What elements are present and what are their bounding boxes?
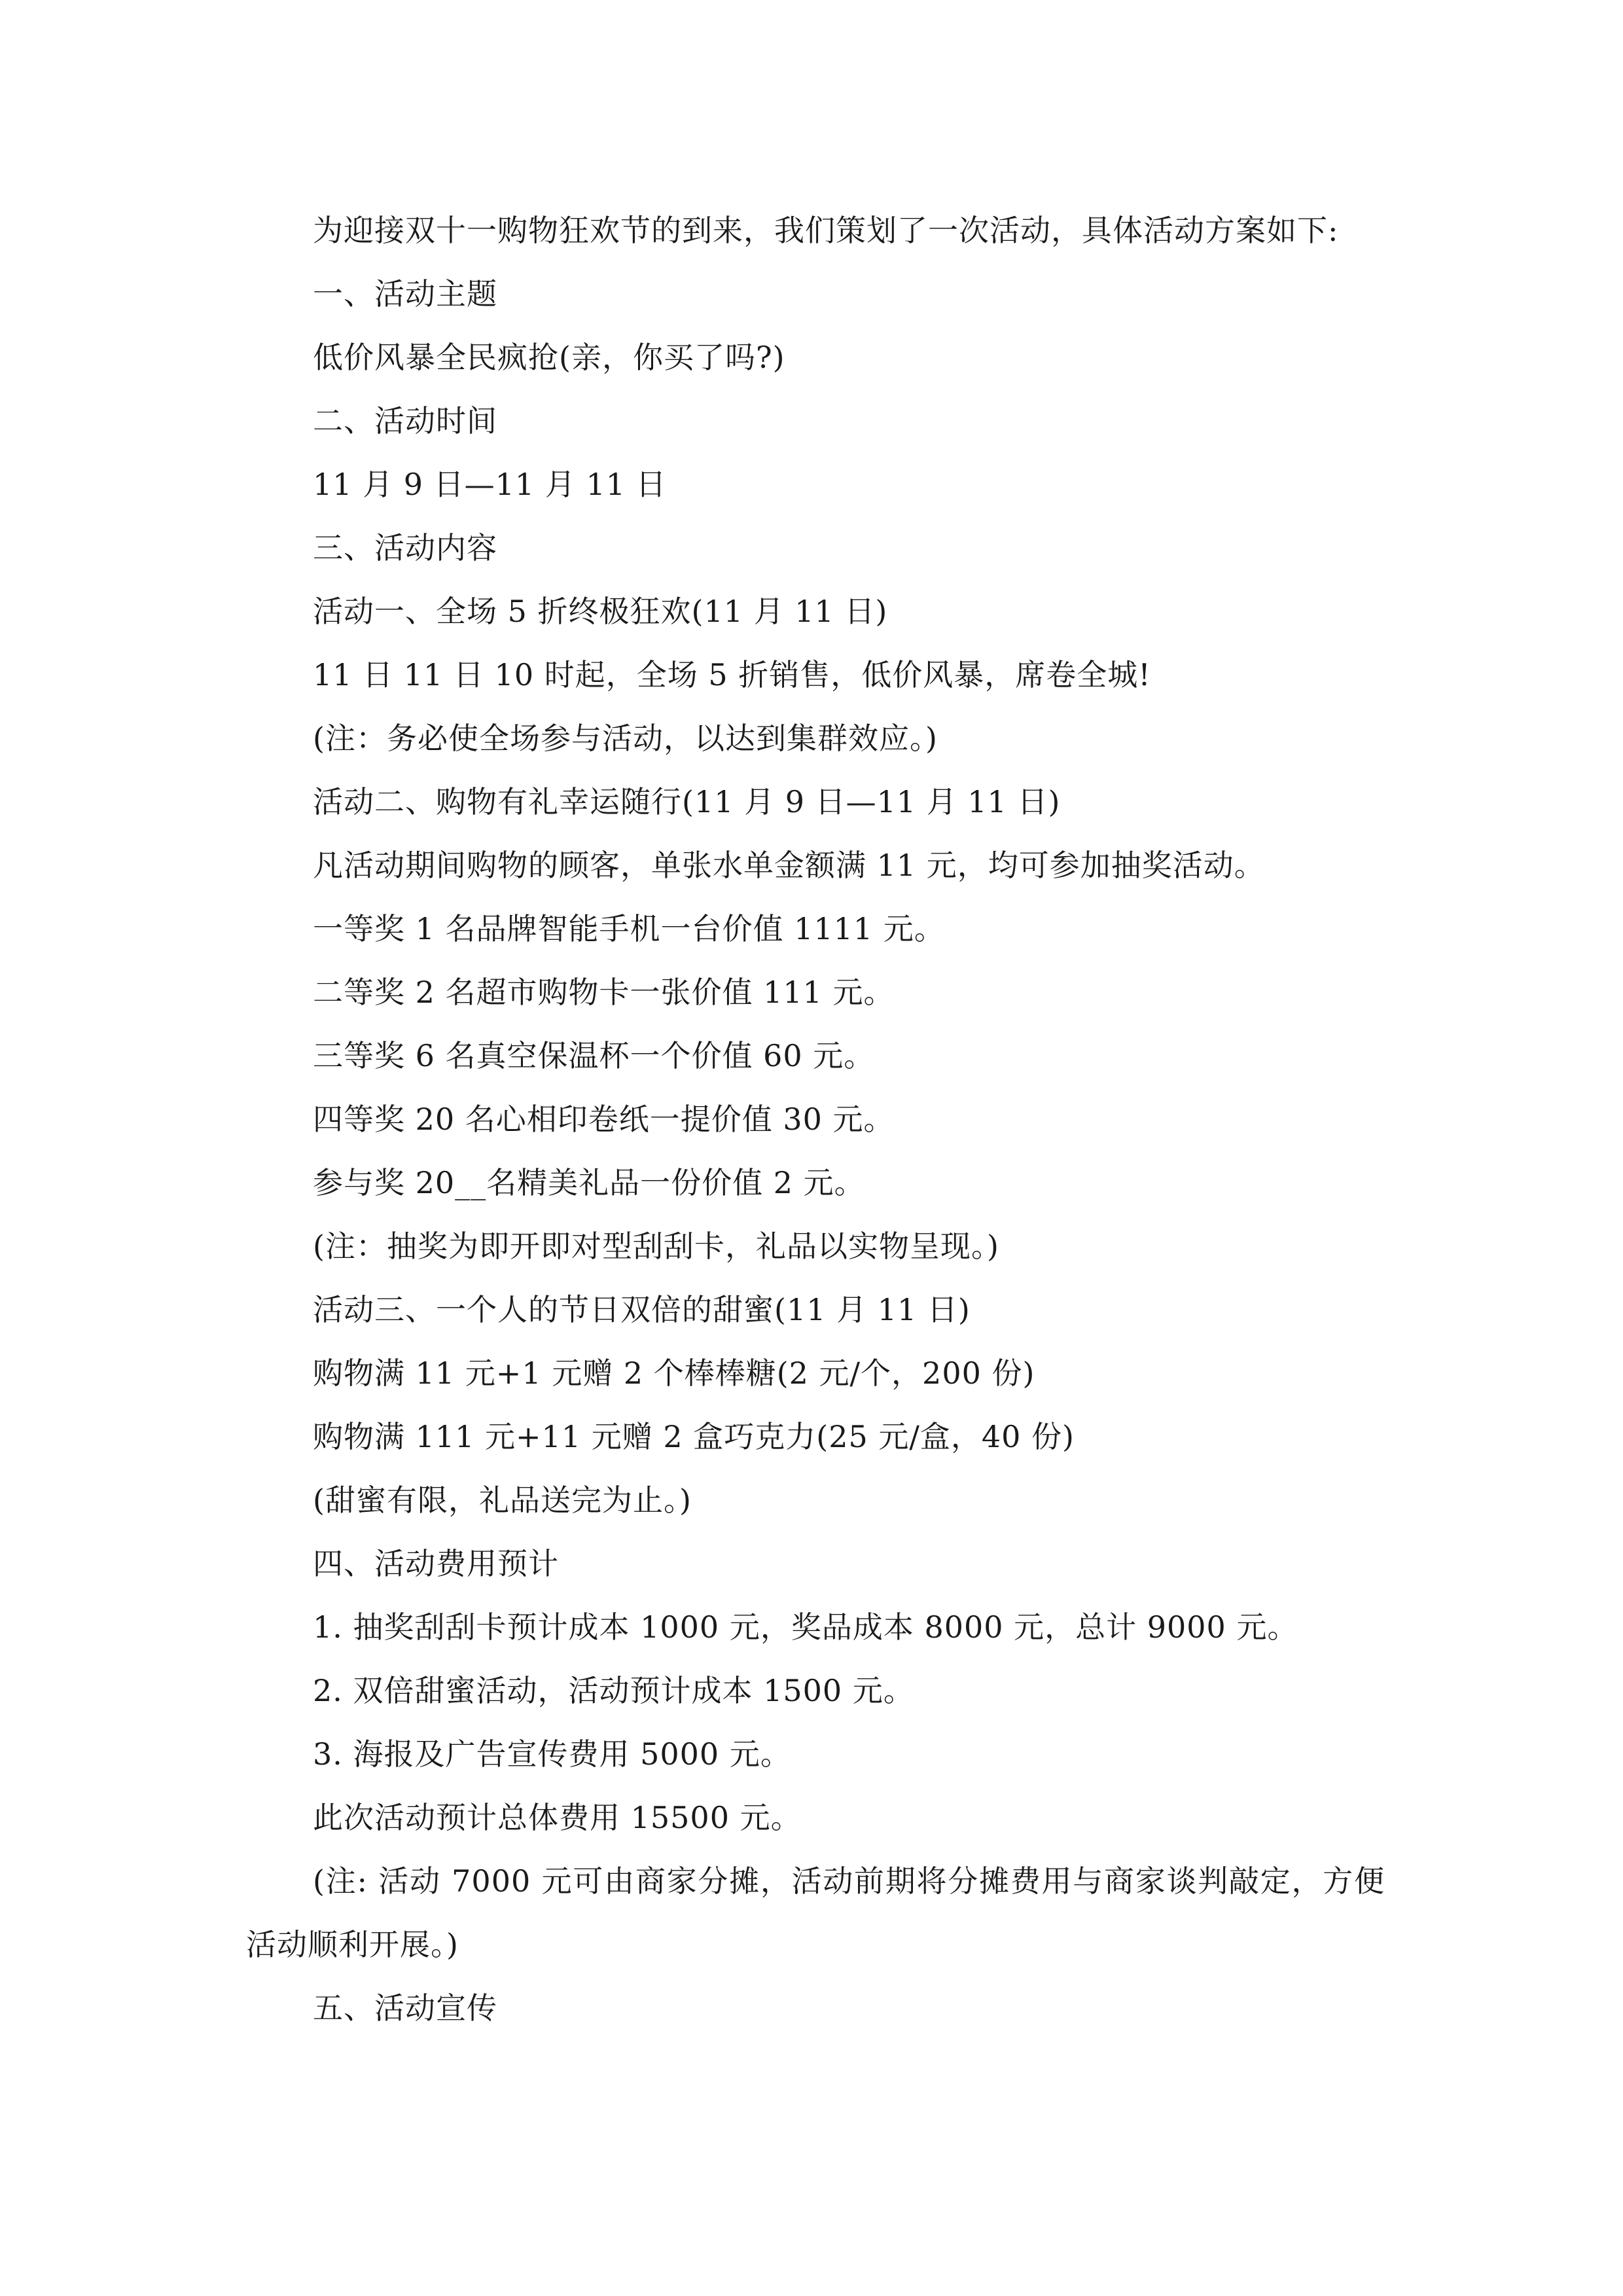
- prize-fourth: 四等奖 20 名心相印卷纸一提价值 30 元。: [313, 1102, 895, 1137]
- activity1-note: (注：务必使全场参与活动，以达到集群效应。): [313, 721, 938, 756]
- activity1-description: 11 日 11 日 10 时起，全场 5 折销售，低价风暴，席卷全城!: [313, 657, 1151, 692]
- cost-item-advertising: 3. 海报及广告宣传费用 5000 元。: [313, 1736, 791, 1772]
- cost-item-sweet: 2. 双倍甜蜜活动，活动预计成本 1500 元。: [313, 1673, 914, 1708]
- activity2-description: 凡活动期间购物的顾客，单张水单金额满 11 元，均可参加抽奖活动。: [313, 848, 1265, 883]
- activity3-title: 活动三、一个人的节日双倍的甜蜜(11 月 11 日): [313, 1292, 971, 1327]
- section-heading-cost: 四、活动费用预计: [313, 1546, 559, 1581]
- cost-item-scratchcard: 1. 抽奖刮刮卡预计成本 1000 元，奖品成本 8000 元，总计 9000 元。: [313, 1609, 1298, 1645]
- activity1-title: 活动一、全场 5 折终极狂欢(11 月 11 日): [313, 594, 888, 629]
- activity3-item-lollipop: 购物满 11 元+1 元赠 2 个棒棒糖(2 元/个，200 份): [313, 1355, 1035, 1391]
- cost-note: (注: 活动 7000 元可由商家分摊，活动前期将分摊费用与商家谈判敲定，方便活动顺利开展。): [246, 1863, 1385, 1962]
- section-heading-time: 二、活动时间: [313, 403, 497, 439]
- activity3-note: (甜蜜有限，礼品送完为止。): [313, 1482, 692, 1518]
- prize-third: 三等奖 6 名真空保温杯一个价值 60 元。: [313, 1038, 875, 1073]
- intro-paragraph: 为迎接双十一购物狂欢节的到来，我们策划了一次活动，具体活动方案如下:: [313, 213, 1339, 248]
- activity2-note: (注：抽奖为即开即对型刮刮卡，礼品以实物呈现。): [313, 1229, 999, 1264]
- section-heading-promotion: 五、活动宣传: [313, 1990, 497, 2026]
- section-heading-theme: 一、活动主题: [313, 276, 497, 312]
- activity2-title: 活动二、购物有礼幸运随行(11 月 9 日—11 月 11 日): [313, 784, 1061, 819]
- theme-text: 低价风暴全民疯抢(亲，你买了吗?): [313, 340, 785, 375]
- activity3-item-chocolate: 购物满 111 元+11 元赠 2 盒巧克力(25 元/盒，40 份): [313, 1419, 1075, 1454]
- section-heading-content: 三、活动内容: [313, 530, 497, 565]
- prize-first: 一等奖 1 名品牌智能手机一台价值 1111 元。: [313, 911, 945, 946]
- cost-total: 此次活动预计总体费用 15500 元。: [313, 1800, 802, 1835]
- prize-participation: 参与奖 20__名精美礼品一份价值 2 元。: [313, 1165, 865, 1200]
- time-text: 11 月 9 日—11 月 11 日: [313, 467, 667, 502]
- prize-second: 二等奖 2 名超市购物卡一张价值 111 元。: [313, 975, 895, 1010]
